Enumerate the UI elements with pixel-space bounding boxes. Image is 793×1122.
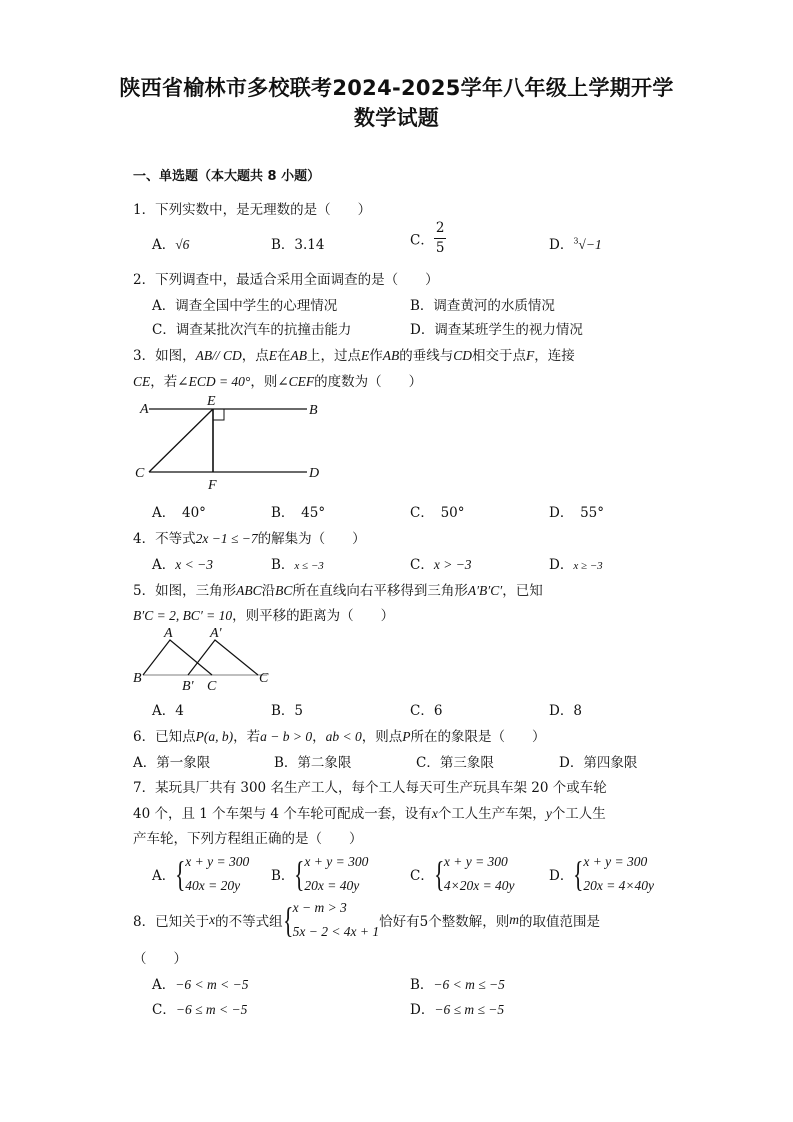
- q7-a-row2: 40x = 20y: [185, 878, 241, 893]
- q4-d-value: x ≥ −3: [573, 560, 603, 572]
- q4-option-c: [410, 553, 472, 573]
- q4-d-label: D．: [549, 557, 574, 573]
- q6-text: 6．已知点: [133, 729, 196, 745]
- q8-option-d: [410, 998, 504, 1018]
- q7-option-b: [271, 850, 368, 898]
- q7-text: 40 个，且 1 个车架与 4 个车轮可配成一套，设有: [133, 806, 432, 822]
- q1-option-d: [549, 233, 602, 253]
- q5-math: ABC: [236, 583, 262, 598]
- q3-stem-line1: [133, 344, 575, 364]
- q7-option-d: [549, 850, 654, 898]
- q7-d-row1: x + y = 300: [583, 854, 648, 869]
- line-ce: [149, 409, 213, 472]
- q3-text: 相交于点: [471, 348, 526, 364]
- q6-text: ，则点: [361, 729, 403, 745]
- q8-math: x: [209, 912, 216, 927]
- q6-stem: [133, 725, 545, 745]
- q8-b-label: B．: [410, 977, 434, 993]
- label-a-prime: A': [210, 626, 222, 641]
- q8-text: 恰好有5个整数解，则: [379, 914, 510, 930]
- q3-math: ∠CEF: [277, 374, 315, 389]
- label-c: C: [135, 466, 145, 481]
- q8-math: m: [509, 912, 520, 927]
- q8-row1: x − m > 3: [292, 900, 347, 915]
- q3-math: E: [360, 348, 370, 363]
- q4-option-d: [549, 553, 603, 573]
- q3-math: AB: [382, 348, 400, 363]
- label-a: A: [140, 402, 149, 417]
- q7-a-label: A．: [152, 868, 176, 884]
- q1-c-fraction: [434, 222, 447, 255]
- q5-math: A′B′C′: [467, 583, 503, 598]
- q6-option-a: A．第一象限: [133, 755, 211, 771]
- q7-c-label: C．: [410, 868, 434, 884]
- triangle-a2b2c2: [188, 640, 258, 675]
- q1-c-label: C．: [410, 232, 434, 249]
- q8-row2: 5x − 2 < 4x + 1: [292, 924, 380, 939]
- q8-b-value: −6 < m ≤ −5: [433, 977, 505, 992]
- document-title-line2: 数学试题: [353, 106, 440, 130]
- q3-text: ，连接: [534, 348, 575, 364]
- label-c-prime: C: [259, 671, 269, 686]
- q4-a-value: x < −3: [175, 557, 213, 572]
- q4-option-b: [271, 553, 324, 573]
- q4-a-label: A．: [152, 557, 176, 573]
- q3-text: 的垂线与: [399, 348, 454, 364]
- q7-stem-line1: 7．某玩具厂共有 300 名生产工人，每个工人每天可生产玩具车架 20 个或车轮: [133, 780, 607, 796]
- q2-option-b: B．调查黄河的水质情况: [410, 298, 555, 314]
- q1-a-label: A．: [152, 237, 176, 253]
- label-b: B: [309, 403, 318, 418]
- q4-option-a: [152, 553, 213, 573]
- q5-option-b: B．5: [271, 703, 304, 719]
- q7-c-row1: x + y = 300: [443, 854, 508, 869]
- q7-d-label: D．: [549, 868, 574, 884]
- q1-d-label: D．: [549, 237, 574, 253]
- q5-stem-line1: [133, 579, 543, 599]
- q1-c-numerator: 2: [434, 222, 447, 239]
- q5-math: B′C = 2, BC′ = 10: [133, 608, 233, 623]
- q3-text: 3．如图，: [133, 348, 196, 364]
- q1-a-value: √6: [175, 237, 190, 252]
- q7-d-row2: 20x = 4×40y: [583, 878, 655, 893]
- q3-text: 上，过点: [306, 348, 361, 364]
- label-f: F: [208, 478, 217, 492]
- q3-math: F: [525, 348, 535, 363]
- q1-option-c: [410, 222, 446, 255]
- q4-b-label: B．: [271, 557, 295, 573]
- q5-text: ，则平移的距离为（ ）: [232, 608, 395, 624]
- q6-math: a − b > 0: [260, 729, 313, 744]
- q2-stem: 2．下列调查中，最适合采用全面调查的是（ ）: [133, 272, 439, 288]
- q7-b-label: B．: [271, 868, 295, 884]
- q7-a-system: { x + y = 300 40x = 20y: [175, 850, 249, 898]
- q5-figure: [130, 624, 280, 694]
- q1-d-index: 3: [573, 236, 579, 246]
- q7-d-system: { x + y = 300 20x = 4×40y: [573, 850, 654, 898]
- q8-option-a: [152, 973, 248, 993]
- q5-text: 沿: [261, 583, 276, 599]
- q8-option-b: [410, 973, 505, 993]
- q4-math: 2x −1 ≤ −7: [195, 531, 258, 546]
- label-b-prime: B': [182, 679, 194, 694]
- q1-c-denominator: 5: [435, 239, 445, 256]
- label-e: E: [207, 394, 216, 409]
- q7-math: x: [431, 806, 438, 821]
- q4-stem: [133, 527, 366, 547]
- q1-option-b: [271, 233, 324, 253]
- q6-text: 所在的象限是（ ）: [410, 729, 546, 745]
- q6-math: P: [402, 729, 411, 744]
- q5-stem-line2: [133, 604, 394, 624]
- q7-stem-line2: [133, 802, 606, 822]
- q1-stem: 1．下列实数中，是无理数的是（ ）: [133, 202, 372, 218]
- q7-b-row2: 20x = 40y: [304, 878, 360, 893]
- q2-option-d: D．调查某班学生的视力情况: [410, 322, 583, 338]
- q3-stem-line2: [133, 370, 422, 390]
- q2-option-a: A．调查全国中学生的心理情况: [152, 298, 338, 314]
- label-d: D: [309, 466, 320, 481]
- q1-d-value: √−1: [578, 237, 602, 252]
- q3-option-b: B． 45°: [271, 505, 326, 521]
- q5-option-d: D．8: [549, 703, 582, 719]
- q7-c-row2: 4×20x = 40y: [443, 878, 515, 893]
- q7-option-a: [152, 850, 249, 898]
- q1-b-value: 3.14: [294, 237, 325, 253]
- q1-option-a: [152, 233, 189, 253]
- q8-stem: [133, 896, 600, 944]
- q8-system: { x − m > 3 5x − 2 < 4x + 1: [283, 896, 380, 944]
- q7-c-system: { x + y = 300 4×20x = 40y: [434, 850, 515, 898]
- q8-option-c: [152, 998, 247, 1018]
- q6-text: ，若: [233, 729, 261, 745]
- label-b: B: [133, 671, 142, 686]
- q3-math: CD: [453, 348, 472, 363]
- q8-text: 8．已知关于: [133, 914, 210, 930]
- q3-text: 的度数为（ ）: [314, 374, 423, 390]
- q7-b-row1: x + y = 300: [304, 854, 369, 869]
- q3-math: AB// CD: [195, 348, 242, 363]
- q3-text: ，若: [150, 374, 178, 390]
- q5-text: 所在直线向右平移得到三角形: [292, 583, 468, 599]
- q3-math: E: [268, 348, 277, 363]
- q7-b-system: { x + y = 300 20x = 40y: [294, 850, 368, 898]
- q5-text: 5．如图，三角形: [133, 583, 237, 599]
- q6-math: P(a, b): [195, 729, 234, 744]
- q8-c-value: −6 ≤ m < −5: [175, 1002, 248, 1017]
- q5-text: ，已知: [502, 583, 543, 599]
- q8-text: 的不等式组: [215, 914, 283, 930]
- q7-stem-line3: 产车轮，下列方程组正确的是（ ）: [133, 831, 363, 847]
- q4-c-value: x > −3: [433, 557, 472, 572]
- q1-b-label: B．: [271, 237, 295, 253]
- q7-a-row1: x + y = 300: [185, 854, 250, 869]
- document-title-line1: 陕西省榆林市多校联考2024-2025学年八年级上学期开学: [119, 76, 674, 100]
- q8-text: 的取值范围是: [519, 914, 601, 930]
- q3-math: CE: [133, 374, 151, 389]
- q4-c-label: C．: [410, 557, 434, 573]
- q6-option-b: B．第二象限: [274, 755, 352, 771]
- q8-a-label: A．: [152, 977, 176, 993]
- label-c: C: [207, 679, 217, 694]
- q3-option-d: D． 55°: [549, 505, 605, 521]
- q8-d-label: D．: [410, 1002, 435, 1018]
- q6-option-d: D．第四象限: [559, 755, 638, 771]
- q2-option-c: C．调查某批次汽车的抗撞击能力: [152, 322, 352, 338]
- label-a: A: [164, 626, 173, 641]
- q3-math: AB: [290, 348, 307, 363]
- q3-text: ，点: [241, 348, 269, 364]
- q8-a-value: −6 < m < −5: [175, 977, 249, 992]
- q4-text: 的解集为（ ）: [257, 531, 366, 547]
- q3-text: ，则: [250, 374, 278, 390]
- q3-option-a: A． 40°: [152, 505, 206, 521]
- q3-math: ∠ECD = 40°: [177, 374, 251, 389]
- right-angle-mark: [213, 409, 224, 420]
- q6-option-c: C．第三象限: [416, 755, 494, 771]
- q7-option-c: [410, 850, 515, 898]
- q3-text: 作: [369, 348, 383, 364]
- q4-text: 4．不等式: [133, 531, 196, 547]
- q8-c-label: C．: [152, 1002, 176, 1018]
- q3-figure: [135, 392, 330, 492]
- q8-paren: （ ）: [133, 951, 187, 967]
- q8-d-value: −6 ≤ m ≤ −5: [434, 1002, 505, 1017]
- q7-math: y: [545, 806, 552, 821]
- q7-text: 个工人生: [551, 806, 606, 822]
- q5-math: BC: [275, 583, 293, 598]
- q5-option-a: A．4: [152, 703, 184, 719]
- q3-option-c: C． 50°: [410, 505, 465, 521]
- q7-text: 个工人生产车架，: [437, 806, 546, 822]
- section-heading: 一、单选题（本大题共 8 小题）: [133, 169, 321, 184]
- q5-option-c: C．6: [410, 703, 443, 719]
- q6-text: ，: [312, 729, 326, 745]
- q6-math: ab < 0: [325, 729, 362, 744]
- q4-b-value: x ≤ −3: [294, 560, 324, 572]
- q3-text: 在: [276, 348, 291, 364]
